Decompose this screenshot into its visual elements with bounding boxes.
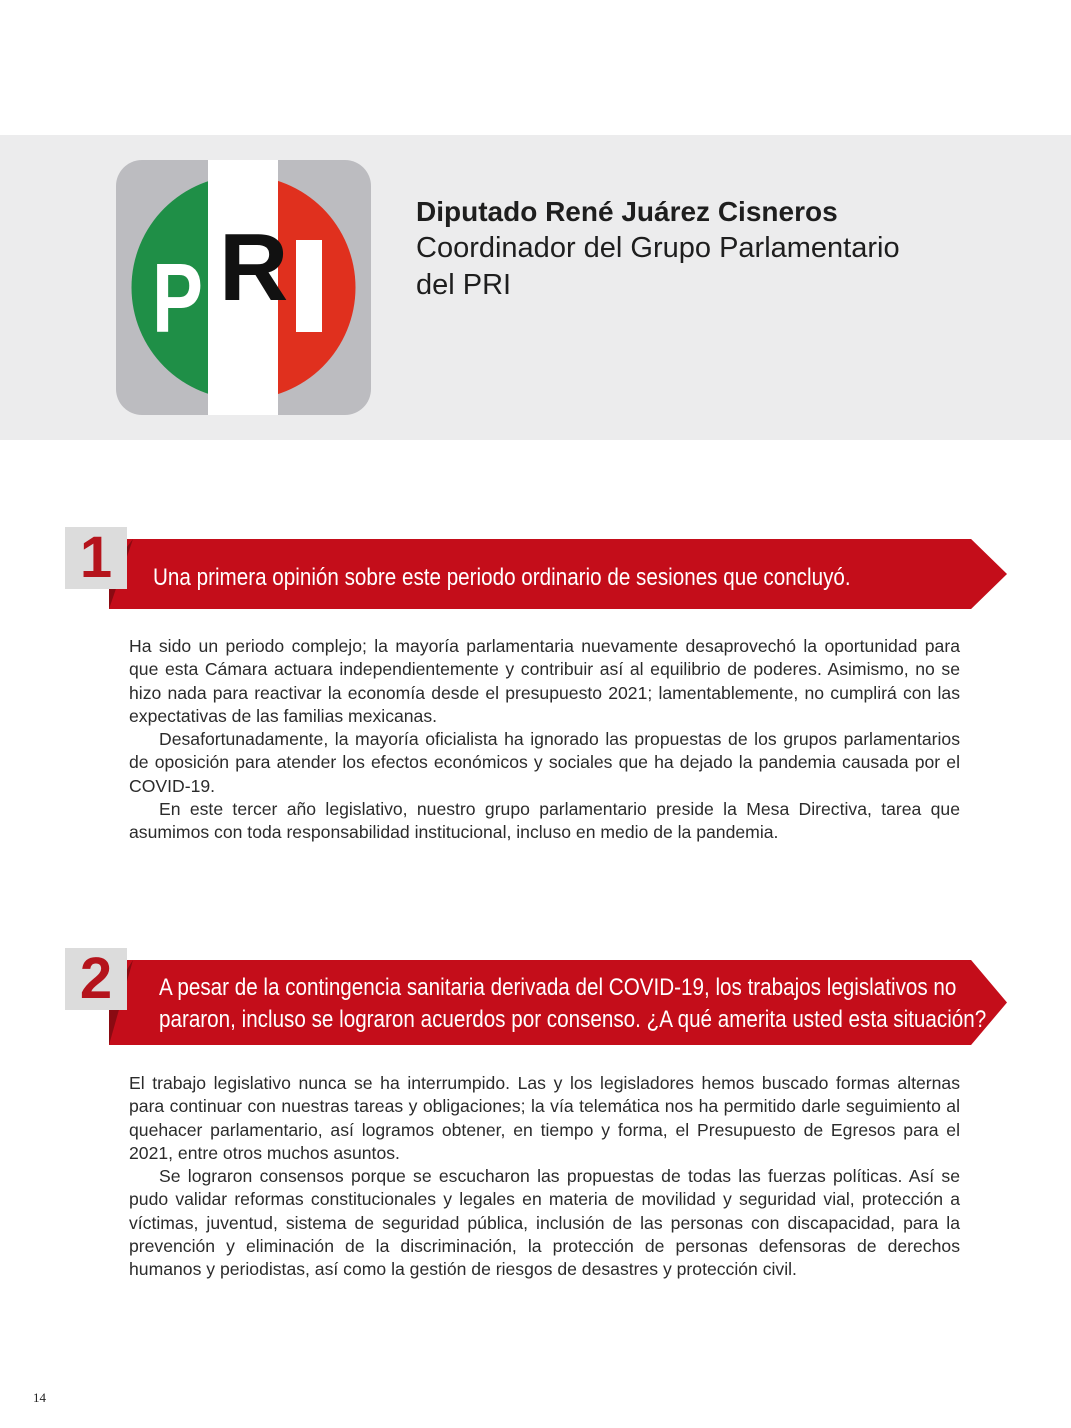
page-number: 14	[33, 1390, 46, 1405]
question-text-line1: A pesar de la contingencia sanitaria derivada del COVID-19, los trabajos legislativos no	[159, 974, 957, 1001]
question-number: 2	[65, 948, 127, 1010]
speaker-block	[416, 193, 1016, 304]
speaker-name: Diputado René Juárez Cisneros	[416, 196, 838, 227]
pri-logo-graphic	[116, 160, 371, 415]
answer-paragraph: Desafortunadamente, la mayoría oficialista ha ignorado las propuestas de los grupos parlamentarios de oposición para atender los efectos económicos y sociales que ha dejado la pandemia causada por el COVID-19.	[129, 729, 960, 796]
answer-paragraph: Se lograron consensos porque se escucharon las propuestas de todas las fuerzas políticas. Así se pudo validar reformas constitucionales y legales en materia de movilidad y seguridad vial, protección a víctimas, juventud, sistema de seguridad pública, inclusión de las personas con discapacidad, para la prevención y eliminación de la discriminación, la protección de personas defensoras de derechos humanos y periodistas, así como la gestión de riesgos de desastres y protección civil.	[129, 1166, 960, 1280]
question-1	[65, 527, 1010, 612]
question-text-line2: pararon, incluso se lograron acuerdos por consenso. ¿A qué amerita usted esta situación?	[159, 1006, 987, 1033]
answer-1	[129, 635, 960, 845]
svg-text:R: R	[219, 214, 289, 321]
answer-2	[129, 1072, 960, 1282]
answer-paragraph: Ha sido un periodo complejo; la mayoría parlamentaria nuevamente desaprovechó la oportunidad para que esta Cámara actuara independientemente y contribuir así al equilibrio de poderes. Asimismo, no se hizo nada para reactivar la economía desde el presupuesto 2021; lamentablemente, no cumplirá con las expectativas de las familias mexicanas.	[129, 636, 960, 726]
answer-paragraph: El trabajo legislativo nunca se ha interrumpido. Las y los legisladores hemos buscado formas alternas para continuar con nuestras tareas y obligaciones; la vía telemática nos ha permitido darle seguimiento al quehacer parlamentario, así logramos obtener, en tiempo y forma, el Presupuesto de Egresos para el 2021, entre otros muchos asuntos.	[129, 1073, 960, 1163]
speaker-role-line2: del PRI	[416, 269, 512, 301]
question-number: 1	[65, 527, 127, 589]
svg-text:P: P	[152, 242, 203, 354]
pri-logo	[116, 160, 371, 415]
answer-paragraph: En este tercer año legislativo, nuestro grupo parlamentario preside la Mesa Directiva, tarea que asumimos con toda responsabilidad institucional, incluso en medio de la pandemia.	[129, 799, 960, 843]
question-text: Una primera opinión sobre este periodo ordinario de sesiones que concluyó.	[153, 564, 851, 591]
question-2	[65, 948, 1010, 1048]
speaker-role-line1: Coordinador del Grupo Parlamentario	[416, 232, 900, 264]
